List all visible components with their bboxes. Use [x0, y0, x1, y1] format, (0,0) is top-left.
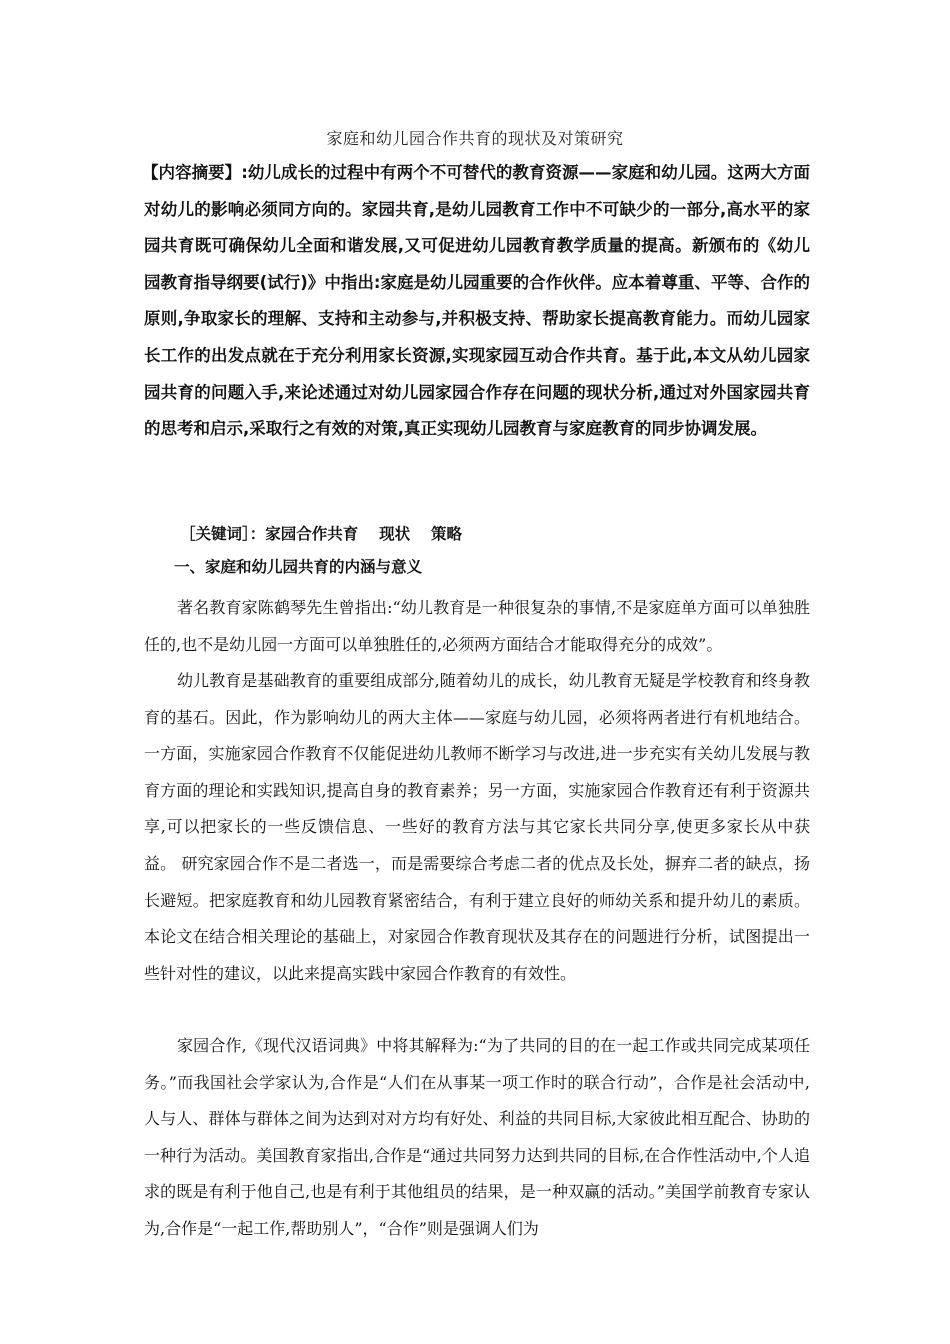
abstract-paragraph [144, 155, 810, 448]
document-title: 家庭和幼儿园合作共育的现状及对策研究 [326, 129, 624, 148]
keywords-line: ［关键词］：家园合作共育 现状 策略 [180, 525, 463, 543]
abstract-label: 【内容摘要】: [142, 163, 248, 182]
body-paragraph-2: 幼儿教育是基础教育的重要组成部分,随着幼儿的成长，幼儿教育无疑是学校教育和终身教育的基石。因此，作为影响幼儿的两大主体——家庭与幼儿园，必须将两者进行有机地结合。一方面，实施家园合作教育不仅能促进幼儿教师不断学习与改进,进一步充实有关幼儿发展与教育方面的理论和实践知识,提高自身的教育素养；另一方面，实施家园合作教育还有利于资源共享,可以把家长的一些反馈信息、一些好的教育方法与其它家长共同分享,使更多家长从中获益。 研究家园合作不是二者选一，而是需要综合考虑二者的优点及长处，摒弃二者的缺点，扬长避短。把家庭教育和幼儿园教育紧密结合，有利于建立良好的师幼关系和提升幼儿的素质。本论文在结合相关理论的基础上，对家园合作教育现状及其存在的问题进行分析，试图提出一些针对性的建议，以此来提高实践中家园合作教育的有效性。 [144, 671, 810, 983]
body-paragraph-3: 家园合作,《现代汉语词典》中将其解释为:“为了共同的目的在一起工作或共同完成某项任务。”而我国社会学家认为,合作是“人们在从事某一项工作时的联合行动”，合作是社会活动中,人与人、群体与群体之间为达到对对方均有好处、利益的共同目标,大家彼此相互配合、协助的一种行为活动。美国教育家指出,合作是“通过共同努力达到共同的目标,在合作性活动中,个人追求的既是有利于他自己,也是有利于其他组员的结果，是一种双赢的活动。”美国学前教育专家认为,合作是“一起工作,帮助别人”，“合作”则是强调人们为 [144, 1036, 810, 1238]
body-paragraph-1: 著名教育家陈鹤琴先生曾指出:“幼儿教育是一种很复杂的事情,不是家庭单方面可以单独胜任的,也不是幼儿园一方面可以单独胜任的,必须两方面结合才能取得充分的成效”。 [144, 598, 810, 654]
abstract-text: 幼儿成长的过程中有两个不可替代的教育资源——家庭和幼儿园。这两大方面对幼儿的影响必须同方向的。家园共育,是幼儿园教育工作中不可缺少的一部分,高水平的家园共育既可确保幼儿全面和谐发展,又可促进幼儿园教育教学质量的提高。新颁布的《幼儿园教育指导纲要(试行)》中指出:家庭是幼儿园重要的合作伙伴。应本着尊重、平等、合作的原则,争取家长的理解、支持和主动参与,并积极支持、帮助家长提高教育能力。而幼儿园家长工作的出发点就在于充分利用家长资源,实现家园互动合作共育。基于此,本文从幼儿园家园共育的问题入手,来论述通过对幼儿园家园合作存在问题的现状分析,通过对外国家园共育的思考和启示,采取行之有效的对策,真正实现幼儿园教育与家庭教育的同步协调发展。 [144, 163, 810, 439]
section-heading: 一、家庭和幼儿园共育的内涵与意义 [174, 558, 423, 576]
